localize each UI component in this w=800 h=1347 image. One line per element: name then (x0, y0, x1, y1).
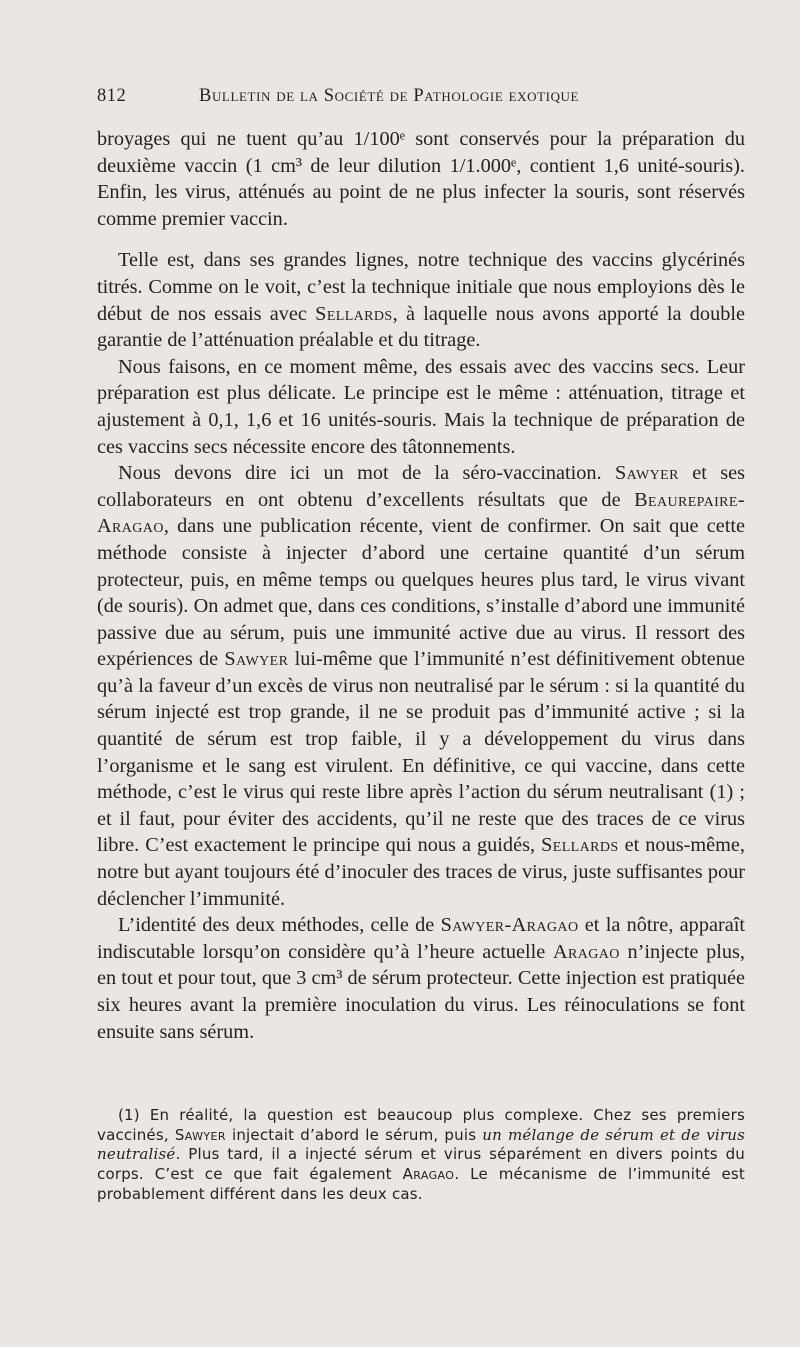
paragraph-text: L’identité des deux méthodes, celle de (118, 914, 435, 937)
author-name: Sawyer-Aragao (440, 914, 579, 937)
paragraph-text: Nous devons dire ici un mot de la séro-vaccination. (118, 462, 602, 485)
paragraph-text: , à laquelle nous avons apporté la double garantie de l’atténuation préalable et du titrage. (97, 302, 745, 352)
running-title: Bulletin de la Société de Pathologie exotique (199, 86, 580, 106)
paragraph-sero-vaccination (97, 460, 745, 912)
author-name: Sellards (315, 302, 393, 325)
footnote-text: injectait d’abord le sérum, puis (225, 1125, 477, 1144)
page-header (97, 86, 745, 116)
author-name: Sawyer (224, 648, 289, 671)
footnote-text: (1) En réalité, la question est beaucoup plus complexe. Chez ses premiers vaccinés, (97, 1106, 745, 1144)
paragraph-technique (97, 247, 745, 353)
paragraph-text: lui-même que l’immunité n’est définitivement obtenue qu’à la faveur d’un excès de virus non neutralisé par le sérum : si la quantité du sérum injecté est trop grande, il ne se produit pas d’immunité active ; si la quantité de sérum est trop faible, il y a développement du virus dans l’organisme et le sang est virulent. En définitive, ce qui vaccine, dans cette méthode, c’est le virus qui reste libre après l’action du sérum neutralisant (1) ; et il faut, pour éviter des accidents, qu’il ne reste que des traces de ce virus libre. C’est exactement le principe qui nous a guidés, (97, 648, 745, 857)
paragraph-text: et la nôtre, apparaît indiscutable lorsqu’on considère qu’à l’heure actuelle (97, 914, 745, 963)
footnote-italic-text: un mélange de sérum et de virus neutralisé. (97, 1125, 745, 1164)
paragraph-text: et ses collaborateurs en ont obtenu d’excellents résultats que de (97, 462, 745, 511)
author-name: Aragao (552, 940, 620, 963)
author-name: Sawyer (614, 462, 679, 485)
paragraph-text: broyages qui ne tuent qu’au 1/100ᵉ sont conservés pour la préparation du deuxième vaccin (1 cm³ de leur dilution 1/1.000ᵉ, contient 1,6 unité-souris). Enfin, les virus, atténués au point de ne plus infecter la souris, sont réservés comme premier vaccin. (97, 128, 745, 230)
page-number: 812 (97, 86, 127, 106)
footnote-text: . Le mécanisme de l’immunité est probablement différent dans les deux cas. (97, 1165, 746, 1203)
paragraph-text: et nous-même, notre but ayant toujours été d’inoculer des traces de virus, juste suffisantes pour déclencher l’immunité. (97, 834, 745, 910)
paragraph-text: , dans une publication récente, vient de confirmer. On sait que cette méthode consiste à injecter d’abord une certaine quantité d’un sérum protecteur, puis, en même temps ou quelques heures plus tard, le virus vivant (de souris). On admet que, dans ces conditions, s’installe d’abord une immunité passive due au sérum, puis une immunité active due au virus. Il ressort des expériences de (97, 515, 745, 671)
paragraph-identity (97, 912, 745, 1045)
footnote (97, 1106, 745, 1205)
paragraph-text: Nous faisons, en ce moment même, des essais avec des vaccins secs. Leur préparation est plus délicate. Le principe est le même : atténuation, titrage et ajustement à 0,1, 1,6 et 16 unités-souris. Mais la technique de préparation de ces vaccins secs nécessite encore des tâtonnements. (97, 355, 745, 458)
body-text (97, 126, 745, 1045)
paragraph-continuation (97, 126, 745, 232)
paragraph-text: Telle est, dans ses grandes lignes, notre technique des vaccins glycérinés titrés. Comme on le voit, c’est la technique initiale que nous employions dès le début de nos essais avec (97, 249, 745, 325)
footnote-text: Plus tard, il a injecté sérum et virus séparément en divers points du corps. C’est ce que fait également (97, 1145, 745, 1184)
paragraph-dry-vaccines (97, 354, 745, 460)
paragraph-text: n’injecte plus, en tout et pour tout, que 3 cm³ de sérum protecteur. Cette injection est pratiquée six heures avant la première inoculation du virus. Les réinoculations se font ensuite sans sérum. (97, 940, 745, 1043)
author-name: Sawyer (174, 1125, 226, 1144)
author-name: Sellards (541, 834, 619, 857)
author-name: Beaurepaire-Aragao (97, 488, 745, 538)
author-name: Aragao (402, 1165, 455, 1184)
